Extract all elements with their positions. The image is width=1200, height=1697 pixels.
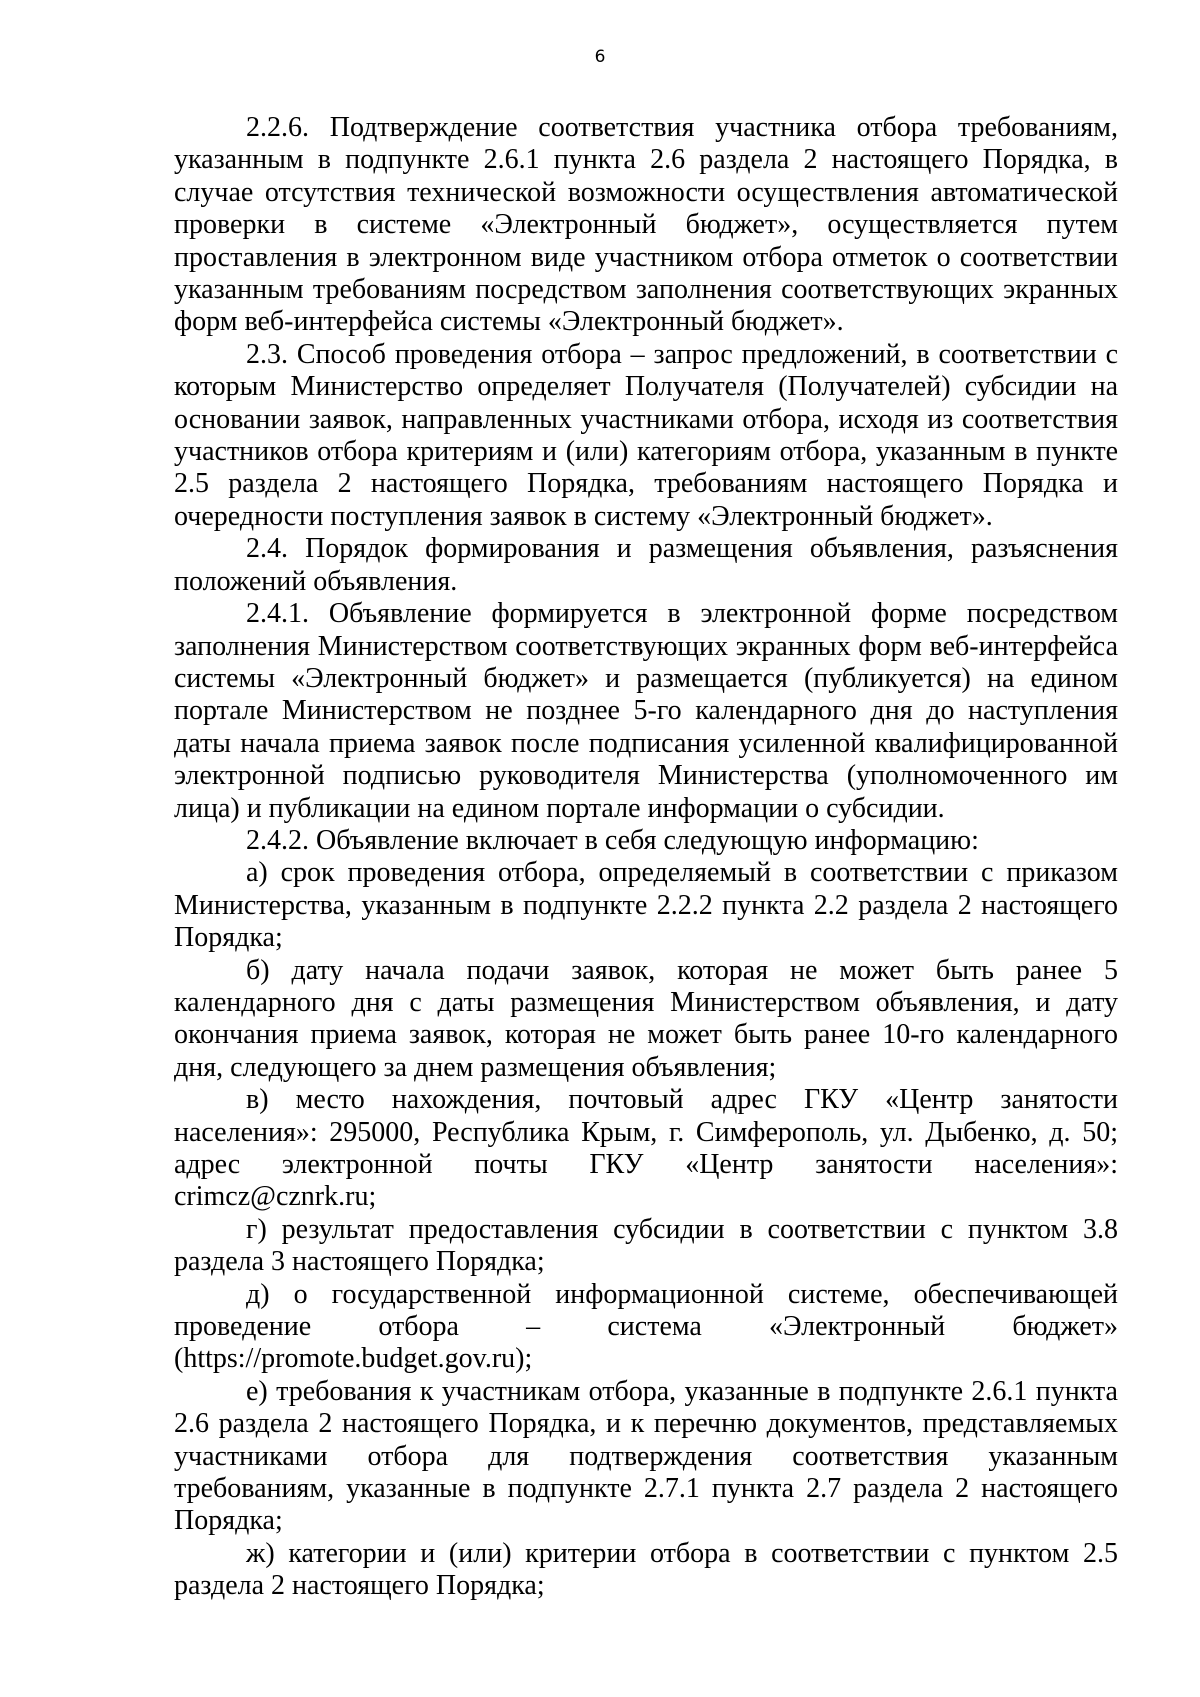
list-item-a: а) срок проведения отбора, определяемый в соответствии с приказом Министерства, указанным в подпункте 2.2.2 пункта 2.2 раздела 2 настоящего Порядка; [174,857,1118,954]
list-item-g: г) результат предоставления субсидии в соответствии с пунктом 3.8 раздела 3 настоящего Порядка; [174,1213,1118,1278]
paragraph-2-4: 2.4. Порядок формирования и размещения объявления, разъяснения положений объявления. [174,533,1118,597]
page-number: 6 [594,47,606,67]
list-item-v: в) место нахождения, почтовый адрес ГКУ «Центр занятости населения»: 295000, Республика Крым, г. Симферополь, ул. Дыбенко, д. 50; адрес электронной почты ГКУ «Центр занятости населения»: crimcz@cznrk.ru; [174,1084,1118,1213]
list-item-b: б) дату начала подачи заявок, которая не может быть ранее 5 календарного дня с даты размещения Министерством объявления, и дату окончания приема заявок, которая не может быть ранее 10-го календарного дня, следующего за днем размещения объявления; [174,954,1118,1083]
list-item-e: е) требования к участникам отбора, указанные в подпункте 2.6.1 пункта 2.6 раздела 2 настоящего Порядка, и к перечню документов, представляемых участниками отбора для подтверждения соответствия указанным требованиям, указанные в подпункте 2.7.1 пункта 2.7 раздела 2 настоящего Порядка; [174,1375,1118,1537]
document-body [174,112,1118,1603]
list-item-d: д) о государственной информационной системе, обеспечивающей проведение отбора – система «Электронный бюджет» (https://promote.budget.gov.ru); [174,1278,1118,1375]
paragraph-2-3: 2.3. Способ проведения отбора – запрос предложений, в соответствии с которым Министерство определяет Получателя (Получателей) субсидии на основании заявок, направленных участниками отбора, исходя из соответствия участников отбора критериям и (или) категориям отбора, указанным в пункте 2.5 раздела 2 настоящего Порядка, требованиям настоящего Порядка и очередности поступления заявок в систему «Электронный бюджет». [174,338,1118,532]
paragraph-2-2-6: 2.2.6. Подтверждение соответствия участника отбора требованиям, указанным в подпункте 2.6.1 пункта 2.6 раздела 2 настоящего Порядка, в случае отсутствия технической возможности осуществления автоматической проверки в системе «Электронный бюджет», осуществляется путем проставления в электронном виде участником отбора отметок о соответствии указанным требованиям посредством заполнения соответствующих экранных форм веб-интерфейса системы «Электронный бюджет». [174,112,1118,338]
paragraph-2-4-2: 2.4.2. Объявление включает в себя следующую информацию: [246,824,979,856]
list-item-zh: ж) категории и (или) критерии отбора в соответствии с пунктом 2.5 раздела 2 настоящего Порядка; [174,1537,1118,1602]
paragraph-2-4-1: 2.4.1. Объявление формируется в электронной форме посредством заполнения Министерством соответствующих экранных форм веб-интерфейса системы «Электронный бюджет» и размещается (публикуется) на едином портале Министерством не позднее 5-го календарного дня до наступления даты начала приема заявок после подписания усиленной квалифицированной электронной подписью руководителя Министерства (уполномоченного им лица) и публикации на едином портале информации о субсидии. [174,598,1118,824]
